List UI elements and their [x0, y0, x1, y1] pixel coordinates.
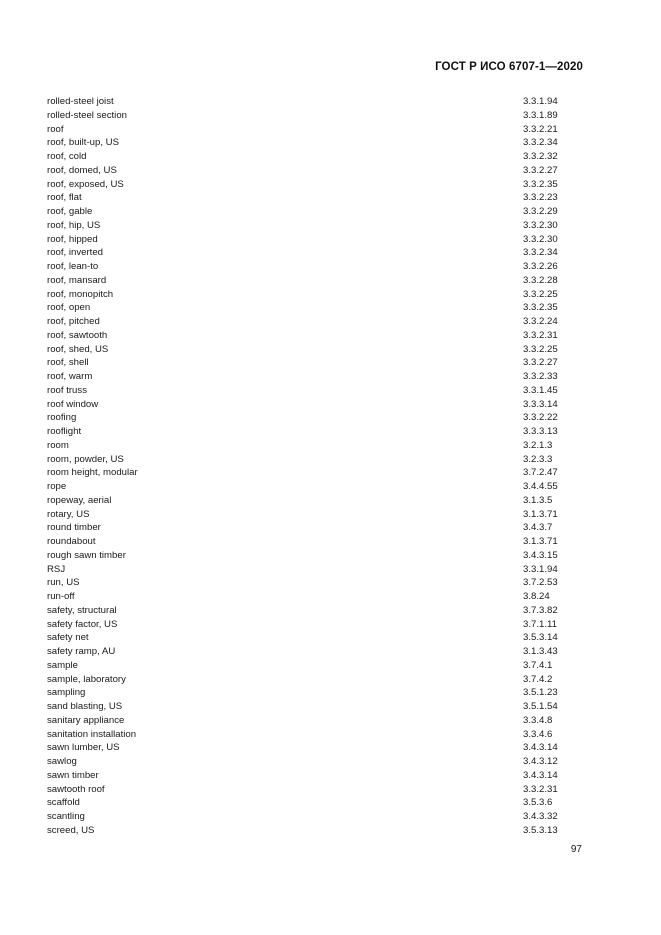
- index-term-reference: 3.4.3.7: [523, 522, 553, 534]
- index-term: safety net: [47, 632, 89, 644]
- index-term-reference: 3.3.2.27: [523, 357, 558, 369]
- index-term-reference: 3.8.24: [523, 591, 550, 602]
- index-term: sawtooth roof: [47, 783, 105, 795]
- index-term-reference: 3.3.2.26: [523, 261, 558, 272]
- index-entry: [47, 631, 579, 645]
- index-term-reference: 3.7.2.47: [523, 467, 558, 479]
- index-term: roof, shell: [47, 357, 89, 369]
- index-entry: [47, 315, 579, 329]
- index-entry: [47, 398, 579, 412]
- standard-designation: ГОСТ Р ИСО 6707-1—2020: [435, 61, 583, 73]
- index-term-reference: 3.3.2.21: [523, 123, 558, 135]
- index-term-reference: 3.3.2.30: [523, 233, 558, 245]
- index-entry: [47, 453, 579, 467]
- index-term: rolled-steel section: [47, 109, 127, 121]
- index-entry: [47, 439, 579, 453]
- index-term: run-off: [47, 591, 75, 602]
- index-term: roof, built-up, US: [47, 137, 119, 149]
- index-term: roof, warm: [47, 371, 93, 382]
- index-term-reference: 3.3.2.29: [523, 206, 558, 217]
- index-term-reference: 3.4.3.12: [523, 756, 558, 767]
- index-term-reference: 3.4.4.55: [523, 481, 558, 492]
- index-term: roofing: [47, 412, 77, 424]
- index-entry: [47, 370, 579, 384]
- index-entry: [47, 178, 579, 192]
- index-term: roof, cold: [47, 151, 87, 162]
- index-entry: [47, 233, 579, 247]
- index-term: sawlog: [47, 756, 77, 767]
- index-entry: [47, 549, 579, 563]
- index-term: room, powder, US: [47, 453, 124, 465]
- index-term: sanitary appliance: [47, 714, 125, 726]
- page-number: 97: [570, 844, 582, 855]
- index-entry: [47, 659, 579, 673]
- index-entry: [47, 521, 579, 535]
- index-term-reference: 3.1.3.71: [523, 508, 558, 520]
- index-term-reference: 3.3.2.34: [523, 137, 558, 149]
- index-term: scantling: [47, 811, 85, 822]
- index-term-reference: 3.3.2.32: [523, 151, 558, 162]
- index-term: sand blasting, US: [47, 701, 123, 712]
- index-entry: [47, 109, 579, 123]
- index-term-reference: 3.5.3.13: [523, 824, 558, 836]
- index-term: roof, flat: [47, 192, 82, 204]
- index-term-reference: 3.3.2.23: [523, 192, 558, 204]
- index-entry: [47, 205, 579, 219]
- index-term-reference: 3.3.1.94: [523, 96, 558, 107]
- index-entry: [47, 604, 579, 618]
- index-entry: [47, 755, 579, 769]
- index-entry: [47, 150, 579, 164]
- index-entry: [47, 123, 579, 137]
- index-term: roof, sawtooth: [47, 329, 108, 341]
- index-term-reference: 3.3.2.35: [523, 178, 558, 190]
- index-entry: [47, 329, 579, 343]
- index-term-reference: 3.1.3.71: [523, 536, 558, 547]
- index-entry: [47, 411, 579, 425]
- index-term: roof, gable: [47, 206, 93, 217]
- index-term: rotary, US: [47, 508, 90, 520]
- index-entry: [47, 494, 579, 508]
- index-term-reference: 3.4.3.14: [523, 742, 558, 754]
- index-term-reference: 3.3.2.34: [523, 247, 558, 259]
- index-term: roof: [47, 123, 64, 135]
- index-term: sample, laboratory: [47, 673, 126, 685]
- index-term-reference: 3.5.1.23: [523, 687, 558, 699]
- index-entry: [47, 673, 579, 687]
- index-entry: [47, 576, 579, 590]
- index-entry: [47, 343, 579, 357]
- index-term: sawn lumber, US: [47, 742, 120, 754]
- index-term: roof, hipped: [47, 233, 98, 245]
- index-term-reference: 3.3.2.28: [523, 274, 558, 286]
- index-term-reference: 3.4.3.14: [523, 769, 558, 781]
- index-term-reference: 3.7.3.82: [523, 604, 558, 616]
- index-term: rooflight: [47, 426, 82, 437]
- index-term-reference: 3.7.1.11: [523, 618, 557, 630]
- index-term-reference: 3.3.1.94: [523, 563, 558, 575]
- index-term-reference: 3.3.3.14: [523, 398, 558, 410]
- index-entry: [47, 260, 579, 274]
- index-entry: [47, 246, 579, 260]
- index-entry: [47, 563, 579, 577]
- index-term: sampling: [47, 687, 86, 699]
- index-term: roof, inverted: [47, 247, 103, 259]
- index-term: roof truss: [47, 384, 87, 396]
- index-term: sawn timber: [47, 769, 99, 781]
- index-term: roof, hip, US: [47, 219, 101, 231]
- index-term-reference: 3.2.1.3: [523, 439, 553, 451]
- index-term-reference: 3.3.3.13: [523, 426, 558, 437]
- index-entry: [47, 824, 579, 838]
- index-term-reference: 3.3.1.45: [523, 384, 558, 396]
- index-entry: [47, 95, 579, 109]
- index-entry: [47, 425, 579, 439]
- index-entry: [47, 288, 579, 302]
- index-term: rolled-steel joist: [47, 96, 114, 107]
- index-term: rope: [47, 481, 67, 492]
- index-term-reference: 3.1.3.43: [523, 646, 558, 657]
- index-entry: [47, 136, 579, 150]
- index-entry: [47, 686, 579, 700]
- index-entry: [47, 274, 579, 288]
- index-entry: [47, 219, 579, 233]
- index-term-reference: 3.4.3.15: [523, 549, 558, 561]
- index-term: roof, pitched: [47, 316, 100, 327]
- index-term: screed, US: [47, 824, 95, 836]
- index-term: roof, open: [47, 302, 91, 314]
- index-term: rough sawn timber: [47, 549, 126, 561]
- index-term-reference: 3.3.4.6: [523, 728, 553, 740]
- index-term-reference: 3.3.2.31: [523, 783, 558, 795]
- index-term-reference: 3.3.2.27: [523, 164, 558, 176]
- index-term: run, US: [47, 577, 80, 589]
- index-entry: [47, 508, 579, 522]
- index-entry: [47, 356, 579, 370]
- index-term-reference: 3.1.3.5: [523, 494, 553, 506]
- index-term-reference: 3.3.2.30: [523, 219, 558, 231]
- index-term: roof window: [47, 398, 99, 410]
- index-entry: [47, 796, 579, 810]
- index-term: sample: [47, 659, 78, 671]
- index-term: roof, mansard: [47, 274, 107, 286]
- index-term-reference: 3.5.3.6: [523, 797, 553, 809]
- index-entry: [47, 700, 579, 714]
- alphabetical-index: [47, 95, 579, 838]
- index-term: safety factor, US: [47, 618, 118, 630]
- index-entry: [47, 466, 579, 480]
- index-term: sanitation installation: [47, 728, 137, 740]
- index-term-reference: 3.7.4.2: [523, 673, 553, 685]
- index-term: scaffold: [47, 797, 80, 809]
- index-term: roof, shed, US: [47, 343, 109, 355]
- index-entry: [47, 645, 579, 659]
- index-term-reference: 3.7.2.53: [523, 577, 558, 589]
- index-term-reference: 3.3.2.25: [523, 343, 558, 355]
- index-term: roof, exposed, US: [47, 178, 124, 190]
- index-term-reference: 3.3.2.35: [523, 302, 558, 314]
- index-entry: [47, 714, 579, 728]
- index-entry: [47, 618, 579, 632]
- index-term: ropeway, aerial: [47, 494, 112, 506]
- index-term-reference: 3.3.2.33: [523, 371, 558, 382]
- index-entry: [47, 783, 579, 797]
- index-term: RSJ: [47, 563, 66, 575]
- index-term-reference: 3.2.3.3: [523, 453, 553, 465]
- index-term-reference: 3.4.3.32: [523, 811, 558, 822]
- index-term: room height, modular: [47, 467, 138, 479]
- index-term: round timber: [47, 522, 101, 534]
- index-term-reference: 3.7.4.1: [523, 659, 553, 671]
- index-entry: [47, 384, 579, 398]
- index-term-reference: 3.3.2.24: [523, 316, 558, 327]
- index-entry: [47, 810, 579, 824]
- index-entry: [47, 769, 579, 783]
- index-entry: [47, 741, 579, 755]
- index-term-reference: 3.3.2.22: [523, 412, 558, 424]
- index-term: roof, monopitch: [47, 288, 114, 300]
- index-entry: [47, 480, 579, 494]
- index-term-reference: 3.5.3.14: [523, 632, 558, 644]
- index-entry: [47, 191, 579, 205]
- index-term: safety ramp, AU: [47, 646, 116, 657]
- index-term-reference: 3.3.4.8: [523, 714, 553, 726]
- index-term-reference: 3.3.2.31: [523, 329, 558, 341]
- index-entry: [47, 535, 579, 549]
- index-entry: [47, 301, 579, 315]
- index-entry: [47, 728, 579, 742]
- index-entry: [47, 164, 579, 178]
- index-term: room: [47, 439, 69, 451]
- index-term-reference: 3.3.1.89: [523, 109, 558, 121]
- index-term-reference: 3.5.1.54: [523, 701, 558, 712]
- index-term-reference: 3.3.2.25: [523, 288, 558, 300]
- index-term: safety, structural: [47, 604, 117, 616]
- index-term: roof, domed, US: [47, 164, 117, 176]
- index-term: roof, lean-to: [47, 261, 99, 272]
- index-entry: [47, 590, 579, 604]
- index-term: roundabout: [47, 536, 96, 547]
